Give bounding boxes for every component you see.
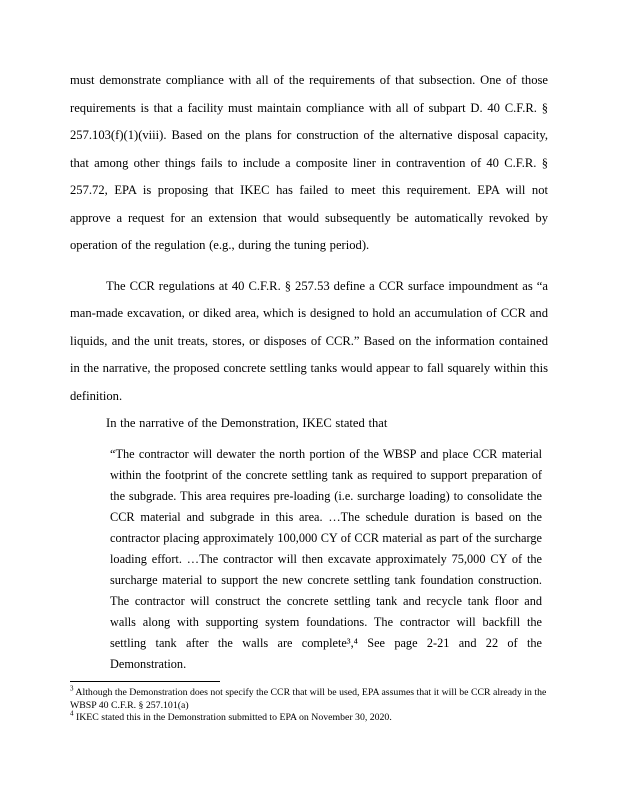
block-quote-demonstration-excerpt: “The contractor will dewater the north portion of the WBSP and place CCR material within the footprint of the concrete settling tank as required to support preparation of the subgrade. This area requires pre-loading (i.e. surcharge loading) to consolidate the CCR material and subgrade in this area. …The schedule duration is based on the contractor placing approximately 100,000 CY of CCR material as part of the surcharge loading effort. …The contractor will then excavate approximately 75,000 CY of the surcharge material to support the new concrete settling tank foundation construction. The contractor will construct the concrete settling tank and recycle tank floor and walls along with supporting system foundations. The contractor will backfill the settling tank after the walls are complete³,⁴ See page 2-21 and 22 of the Demonstration.	[110, 446, 542, 671]
footnote-4-text: IKEC stated this in the Demonstration submitted to EPA on November 30, 2020.	[73, 712, 392, 723]
footnote-4-marker: 4	[70, 709, 74, 718]
footnote-3-text: Although the Demonstration does not specify the CCR that will be used, EPA assumes that it will be CCR already in the WBSP 40 C.F.R. § 257.101(a)	[70, 687, 547, 711]
footnote-3	[70, 684, 548, 712]
paragraph-compliance-requirements: must demonstrate compliance with all of the requirements of that subsection. One of those requirements is that a facility must maintain compliance with all of subpart D. 40 C.F.R. § 257.103(f)(1)(viii). Based on the plans for construction of the alternative disposal capacity, that among other things fails to include a composite liner in contravention of 40 C.F.R. § 257.72, EPA is proposing that IKEC has failed to meet this requirement. EPA will not approve a request for an extension that would subsequently be automatically revoked by operation of the regulation (e.g., during the tuning period).	[70, 73, 548, 252]
paragraph-narrative-intro: In the narrative of the Demonstration, IKEC stated that	[106, 416, 388, 430]
paragraph-ccr-regulations-definition: The CCR regulations at 40 C.F.R. § 257.53 define a CCR surface impoundment as “a man-made excavation, or diked area, which is designed to hold an accumulation of CCR and liquids, and the unit treats, stores, or disposes of CCR.” Based on the information contained in the narrative, the proposed concrete settling tanks would appear to fall squarely within this definition.	[70, 278, 548, 403]
footnote-separator	[70, 681, 220, 682]
footnote-3-marker: 3	[70, 684, 74, 693]
footnote-4	[70, 709, 548, 725]
footnote-area	[70, 681, 548, 725]
